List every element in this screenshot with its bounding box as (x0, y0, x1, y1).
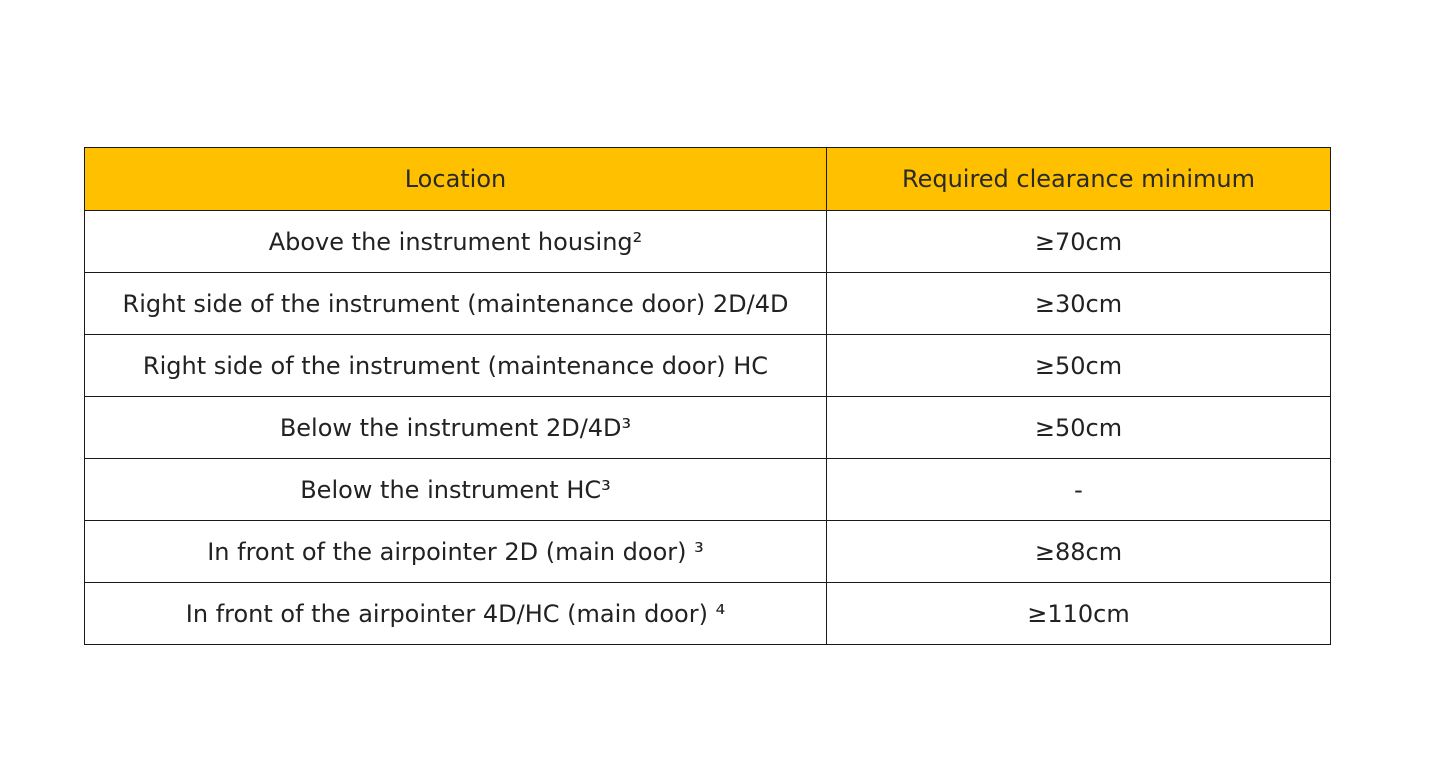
table-body (85, 211, 1331, 645)
table-row (85, 583, 1331, 645)
table-row (85, 397, 1331, 459)
location-cell: Below the instrument 2D/4D³ (85, 397, 827, 459)
location-cell: Right side of the instrument (maintenance door) HC (85, 335, 827, 397)
clearance-cell: ≥50cm (827, 335, 1331, 397)
clearance-cell: ≥110cm (827, 583, 1331, 645)
clearance-cell: ≥30cm (827, 273, 1331, 335)
header-clearance: Required clearance minimum (827, 148, 1331, 211)
table-row (85, 521, 1331, 583)
location-cell: Right side of the instrument (maintenance door) 2D/4D (85, 273, 827, 335)
table-row (85, 273, 1331, 335)
clearance-table (84, 147, 1331, 645)
location-cell: Below the instrument HC³ (85, 459, 827, 521)
header-location: Location (85, 148, 827, 211)
clearance-cell: ≥70cm (827, 211, 1331, 273)
location-cell: Above the instrument housing² (85, 211, 827, 273)
clearance-cell: ≥88cm (827, 521, 1331, 583)
table-row (85, 211, 1331, 273)
header-row (85, 148, 1331, 211)
table-row (85, 459, 1331, 521)
table-header (85, 148, 1331, 211)
location-cell: In front of the airpointer 2D (main door) ³ (85, 521, 827, 583)
clearance-cell: ≥50cm (827, 397, 1331, 459)
clearance-cell: - (827, 459, 1331, 521)
table-row (85, 335, 1331, 397)
location-cell: In front of the airpointer 4D/HC (main door) ⁴ (85, 583, 827, 645)
